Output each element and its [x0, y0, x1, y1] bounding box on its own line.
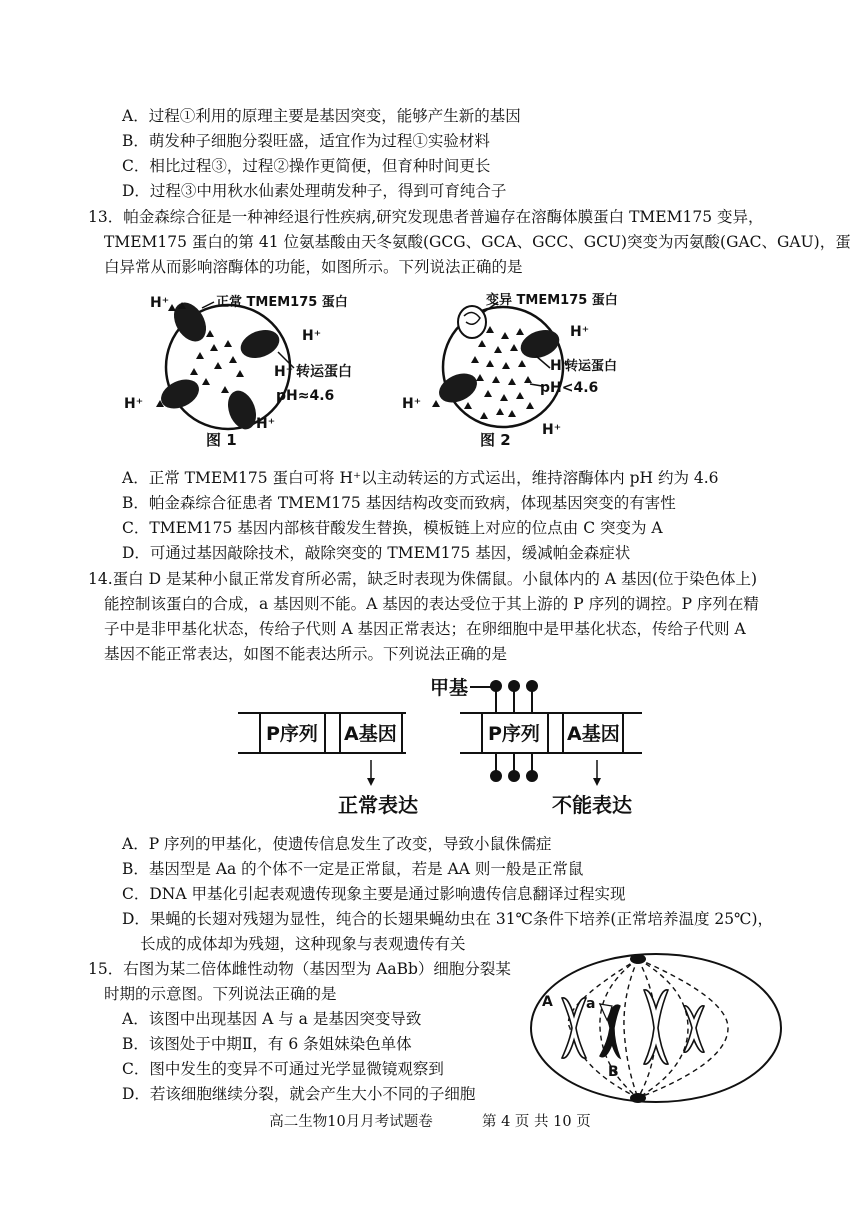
fig1-normal-label: 正常 TMEM175 蛋白 — [216, 295, 348, 310]
q14-option-c: C．DNA 甲基化引起表观遗传现象主要是通过影响遗传信息翻译过程实现 — [122, 885, 626, 903]
left-a-gene: A基因 — [344, 723, 397, 745]
q14-option-b: B．基因型是 Aa 的个体不一定是正常鼠，若是 AA 则一般是正常鼠 — [122, 860, 584, 878]
dna-methylated — [430, 676, 642, 817]
q14-stem-line-3: 子中是非甲基化状态，传给子代则 A 基因正常表达；在卵细胞中是甲基化状态，传给子代则 A — [104, 620, 746, 638]
svg-text:H⁺: H⁺ — [402, 396, 422, 412]
no-expression: 不能表达 — [552, 793, 632, 817]
fig2-transport-label: 转运蛋白 — [565, 359, 618, 374]
right-p-sequence: P序列 — [488, 723, 540, 745]
footer-page-number: 第 4 页 共 10 页 — [481, 1114, 591, 1130]
q12-option-a: A．过程①利用的原理主要是基因突变，能够产生新的基因 — [122, 107, 521, 125]
fig2-caption: 图 2 — [480, 431, 511, 449]
svg-text:H⁺: H⁺ — [570, 324, 590, 340]
svg-text:H⁺: H⁺ — [542, 422, 562, 438]
gene-label-a: a — [586, 996, 596, 1012]
q13-option-c: C．TMEM175 基因内部核苷酸发生替换，模板链上对应的位点由 C 突变为 A — [122, 519, 663, 537]
fig1-lysosome — [124, 294, 352, 449]
dna-unmethylated — [238, 713, 418, 817]
q13-stem-line-2: TMEM175 蛋白的第 41 位氨基酸由天冬氨酸(GCG、GCA、GCC、GCU)突变为丙氨酸(GAC、GAU)，蛋 — [104, 233, 851, 251]
svg-text:H⁺: H⁺ — [550, 358, 570, 374]
q12-option-c: C．相比过程③，过程②操作更简便，但育种时间更长 — [122, 157, 491, 175]
svg-text:H⁺: H⁺ — [124, 396, 144, 412]
q14-stem-line-4: 基因不能正常表达，如图不能表达所示。下列说法正确的是 — [104, 645, 508, 663]
q13-option-a: A．正常 TMEM175 蛋白可将 H⁺以主动转运的方式运出，维持溶酶体内 pH 约为 4.6 — [122, 469, 719, 487]
fig1-ph: pH≈4.6 — [276, 388, 335, 404]
q15-option-a: A．该图中出现基因 A 与 a 是基因突变导致 — [122, 1010, 422, 1028]
methyl-label: 甲基 — [430, 677, 469, 699]
q14-option-d: D．果蝇的长翅对残翅为显性，纯合的长翅果蝇幼虫在 31℃条件下培养(正常培养温度 25℃)， — [122, 910, 774, 928]
page-footer — [0, 1110, 860, 1131]
right-a-gene: A基因 — [567, 723, 620, 745]
q13-stem-line-3: 白异常从而影响溶酶体的功能，如图所示。下列说法正确的是 — [104, 258, 523, 276]
q14-stem-line-2: 能控制该蛋白的合成，a 基因则不能。A 基因的表达受位于其上游的 P 序列的调控。P 序列在精 — [104, 595, 759, 613]
svg-text:H⁺: H⁺ — [256, 416, 276, 432]
q14-stem-line-1: 14.蛋白 D 是某种小鼠正常发育所必需，缺乏时表现为侏儒鼠。小鼠体内的 A 基因(位于染色体上) — [88, 570, 758, 588]
svg-text:H⁺: H⁺ — [302, 328, 322, 344]
q14-option-a: A．P 序列的甲基化，使遗传信息发生了改变，导致小鼠侏儒症 — [122, 835, 552, 853]
fig2-lysosome — [402, 292, 618, 449]
fig1-caption: 图 1 — [206, 431, 237, 449]
q13-option-b: B．帕金森综合征患者 TMEM175 基因结构改变而致病，体现基因突变的有害性 — [122, 494, 676, 512]
fig2-mutant-label: 变异 TMEM175 蛋白 — [486, 293, 618, 308]
q12-option-d: D．过程③中用秋水仙素处理萌发种子，得到可育纯合子 — [122, 182, 507, 200]
q15-option-d: D．若该细胞继续分裂，就会产生大小不同的子细胞 — [122, 1085, 476, 1103]
q13-figure — [110, 282, 618, 460]
q14-figure — [230, 670, 650, 820]
q15-stem-line-2: 时期的示意图。下列说法正确的是 — [104, 985, 337, 1003]
gene-label-B: B — [608, 1064, 619, 1080]
fig1-transport-label: 转运蛋白 — [296, 364, 352, 380]
q13-option-d: D．可通过基因敲除技术，敲除突变的 TMEM175 基因，缓减帕金森症状 — [122, 544, 631, 562]
fig2-ph: pH<4.6 — [540, 380, 599, 396]
gene-label-A: A — [542, 994, 553, 1010]
footer-title: 高二生物10月月考试题卷 — [269, 1114, 433, 1130]
normal-expression: 正常表达 — [338, 793, 418, 817]
q12-option-b: B．萌发种子细胞分裂旺盛，适宜作为过程①实验材料 — [122, 132, 490, 150]
svg-text:H⁺: H⁺ — [150, 295, 170, 311]
left-p-sequence: P序列 — [266, 723, 318, 745]
q13-stem-line-1: 13．帕金森综合征是一种神经退行性疾病,研究发现患者普遍存在溶酶体膜蛋白 TMEM175 变异， — [88, 208, 764, 226]
q15-option-b: B．该图处于中期Ⅱ，有 6 条姐妹染色单体 — [122, 1035, 412, 1053]
q15-cell-figure — [528, 948, 788, 1108]
q15-option-c: C．图中发生的变异不可通过光学显微镜观察到 — [122, 1060, 444, 1078]
q14-option-d-cont: 长成的成体却为残翅，这种现象与表观遗传有关 — [140, 935, 466, 953]
svg-text:H⁺: H⁺ — [274, 364, 294, 380]
q15-stem-line-1: 15．右图为某二倍体雌性动物（基因型为 AaBb）细胞分裂某 — [88, 960, 511, 978]
